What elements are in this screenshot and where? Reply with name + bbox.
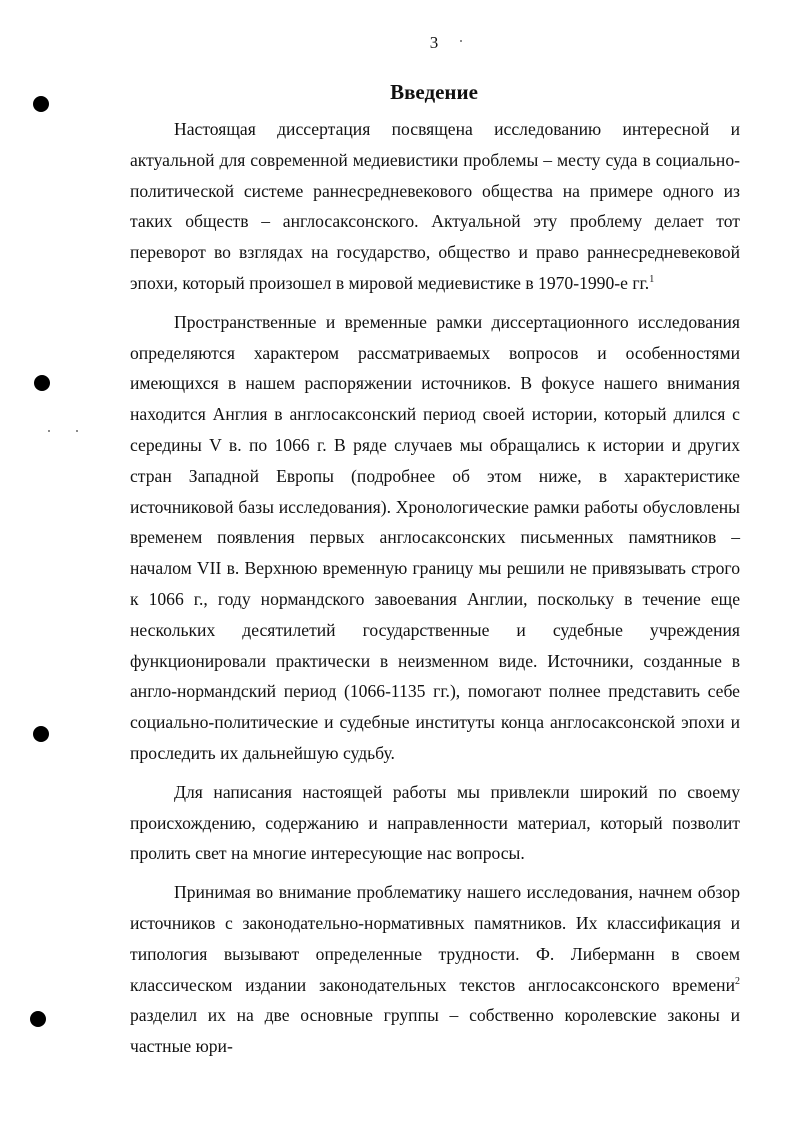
punch-hole: [30, 1011, 46, 1027]
scan-speck: [76, 430, 78, 432]
paragraph: [130, 114, 740, 299]
paragraph-text: Пространственные и временные рамки диссертационного исследования определяются характером рассматриваемых вопросов и особенностями имеющихся в нашем распоряжении источников. В фокусе нашего внимания находится Англия в англосаксонский период своей истории, который длился с середины V в. по 1066 г. В ряде случаев мы обращались к истории и других стран Западной Европы (подробнее об этом ниже, в характеристике источниковой базы исследования). Хронологические рамки работы обусловлены временем появления первых англосаксонских письменных памятников – началом VII в. Верхнюю временную границу мы решили не привязывать строго к 1066 г., году нормандского завоевания Англии, поскольку в течение еще нескольких десятилетий государственные и судебные учреждения функционировали практически в неизменном виде. Источники, созданные в англо-нормандский период (1066-1135 гг.), помогают полнее представить себе социально-политические и судебные институты конца англосаксонской эпохи и проследить их дальнейшую судьбу.: [130, 311, 740, 763]
scan-speck: [48, 430, 50, 432]
page-number: 3: [429, 33, 439, 52]
paragraph: [130, 877, 740, 1062]
footnote-ref[interactable]: 2: [735, 975, 740, 987]
section-heading: Введение: [390, 80, 478, 104]
paragraph-text: Для написания настоящей работы мы привлекли широкий по своему происхождению, содержанию и направленности материал, который позволит пролить свет на многие интересующие нас вопросы.: [130, 781, 740, 864]
punch-hole: [33, 726, 49, 742]
body-text: [130, 114, 740, 1062]
punch-hole: [34, 375, 50, 391]
footnote-ref[interactable]: 1: [649, 274, 655, 286]
paragraph-text: Настоящая диссертация посвящена исследованию интересной и актуальной для современной медиевистики проблемы – месту суда в социально-политической системе раннесредневекового общества на примере одного из таких обществ – англосаксонского. Актуальной эту проблему делает тот переворот во взглядах на государство, общество и право раннесредневековой эпохи, который произошел в мировой медиевистике в 1970-1990-е гг.: [130, 119, 740, 293]
paragraph: [130, 307, 740, 769]
paragraph: [130, 777, 740, 869]
paragraph-text: Принимая во внимание проблематику нашего исследования, начнем обзор источников с законодательно-нормативных памятников. Их классификация и типология вызывают определенные трудности. Ф. Либерманн в своем классическом издании законодательных текстов англосаксонского времени: [130, 882, 740, 995]
paragraph-text-after: разделил их на две основные группы – собственно королевские законы и частные юри-: [130, 1005, 740, 1057]
